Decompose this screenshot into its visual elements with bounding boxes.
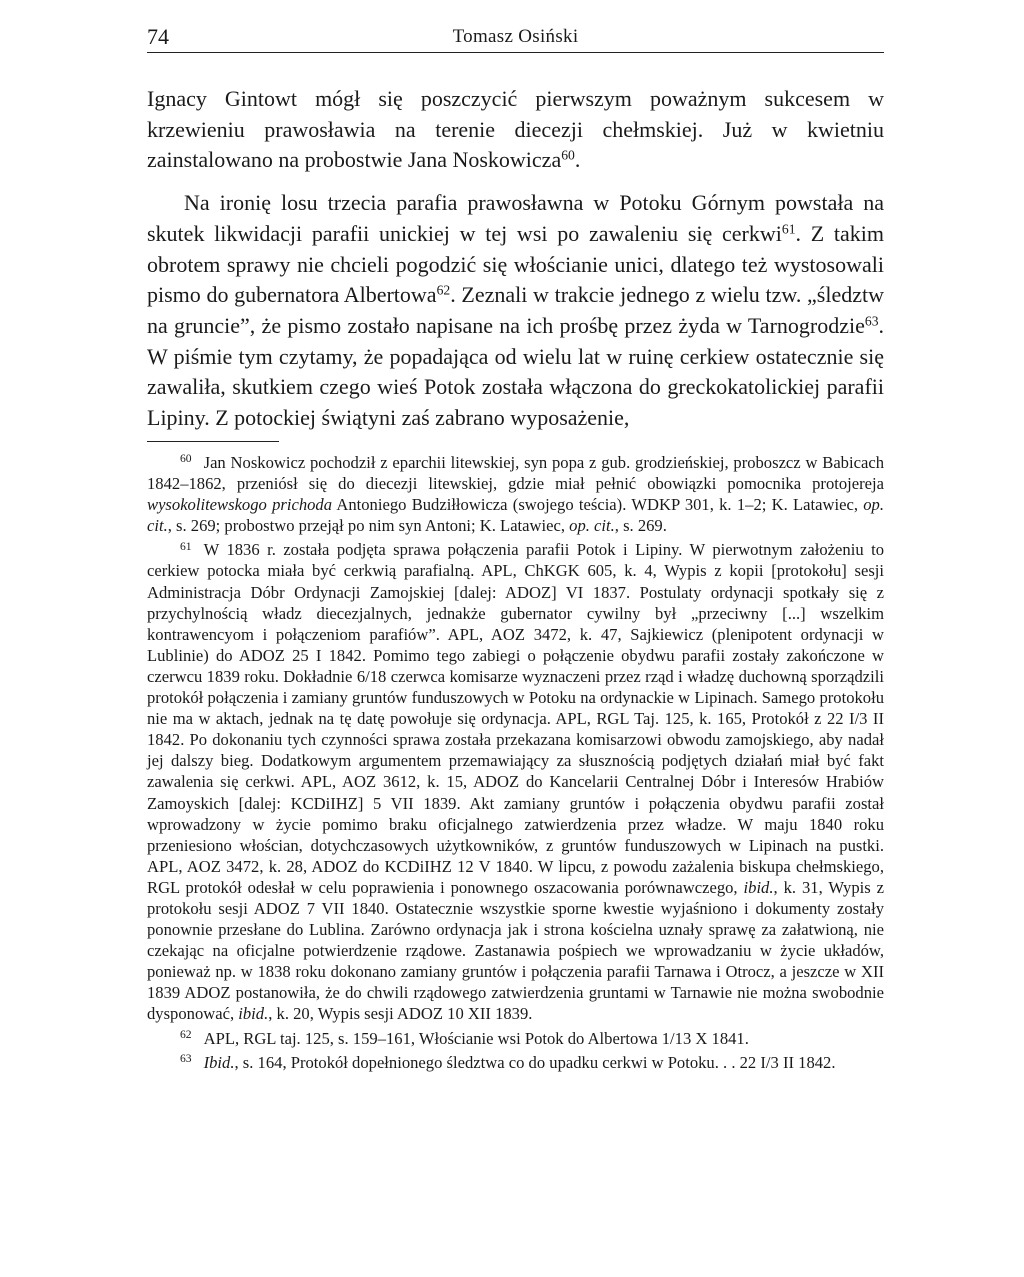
text-span: . Z takim obrotem sprawy nie chcieli pogodzić się włościanie unici, dlatego też wystosowali pismo do gubernatora Albertowa [147,220,884,308]
footnote-61 [147,539,884,1024]
footnote-ref: 61 [781,221,796,237]
text-span: , s. 164, Protokół dopełnionego śledztwa co do upadku cerkwi w Potoku. . . 22 I/3 II 1842. [234,1052,836,1072]
text-span: W 1836 r. została podjęta sprawa połączenia parafii Potok i Lipiny. W pierwotnym założeniu to cerkiew potocka miała być cerkwią parafialną. APL, ChKGK 605, k. 4, Wypis z kopii [protokołu] sesji Administracja Dóbr Ordynacji Zamojskiej [dalej: ADOZ] VI 1837. Postulaty ordynacji spotkały się z przychylnością władz diecezjalnych, jednakże gubernator cywilny był „przeciwny [...] wszelkim kontrawencyom i połączeniom parafiów”. APL, AOZ 3472, k. 47, Sajkiewicz (plenipotent ordynacji w Lublinie) do ADOZ 25 I 1842. Pomimo tego zabiegi o połączenie obydwu parafii zostały zakończone w czerwcu 1839 roku. Dokładnie 6/18 czerwca komisarze wyznaczeni przez rząd i władzę duchowną sporządzili protokół połączenia i zamiany gruntów funduszowych w Potoku na ordynackie w Lipinach. Samego protokołu nie ma w aktach, jednak na tę datę powołuje się ordynacja. APL, RGL Taj. 125, k. 165, Protokół z 22 I/3 II 1842. Po dokonaniu tych czynności sprawa została przekazana komisarzowi obwodu zamojskiego, aby nadał jej dalszy bieg. Dodatkowym argumentem przemawiający za słusznością podjętych działań miał być fakt zawalenia się cerkwi. APL, AOZ 3612, k. 15, ADOZ do Kancelarii Centralnej Dóbr i Interesów Hrabiów Zamoyskich [dalej: KCDiIHZ] 5 VII 1839. Akt zamiany gruntów i połączenia obydwu parafii został wprowadzony w życie pomimo braku oficjalnego zatwierdzenia przez władze. W maju 1840 roku przeniesiono włościan, dotychczasowych użytkowników, z gruntów funduszowych w Lipinach na pustki. APL, AOZ 3472, k. 28, ADOZ do KCDiIHZ 12 V 1840. W lipcu, z powodu zażalenia biskupa chełmskiego, RGL protokół odesłał w celu poprawienia i ponownego oszacowania porównawczego, [147,540,884,897]
paragraph [147,84,884,176]
text-span: , s. 269; probostwo przejął po nim syn Antoni; K. Latawiec, [167,516,570,536]
paragraph [147,188,884,434]
footnote-60 [147,452,884,536]
text-span: . Zeznali w trakcie jednego z wielu tzw. „śledztw na gruncie”, że pismo zostało napisane na ich prośbę przez żyda w Tarnogrodzie [147,282,884,338]
footnote-ref: 62 [436,282,451,298]
text-span: , s. 269. [614,516,667,536]
text-span: . W piśmie tym czytamy, że popadająca od wielu lat w ruinę cerkiew ostatecznie się zawaliła, skutkiem czego wieś Potok została włączona do greckokatolickiej parafii Lipiny. Z potockiej świątyni zaś zabrano wyposażenie, [147,312,884,431]
text-span: Na ironię losu trzecia parafia prawosławna w Potoku Górnym powstała na skutek likwidacji parafii unickiej w tej wsi po zawaleniu się cerkwi [147,190,884,246]
running-head-author: Tomasz Osiński [452,26,579,47]
italic-span: op. cit. [147,495,884,536]
page-number: 74 [147,24,169,49]
footnote-number: 63 [180,1051,192,1065]
italic-span: ibid. [743,877,774,897]
footnotes [147,452,884,1073]
text-span: APL, RGL taj. 125, s. 159–161, Włościanie wsi Potok do Albertowa 1/13 X 1841. [203,1028,749,1048]
text-span: , k. 20, Wypis sesji ADOZ 10 XII 1839. [268,1004,533,1024]
footnote-number: 61 [180,539,192,553]
footnote-63 [147,1052,884,1073]
italic-span: ibid. [238,1004,269,1024]
text-span: , k. 31, Wypis z protokołu sesji ADOZ 7 VII 1840. Ostatecznie wszystkie sporne kwestie wyjaśniono i dokumenty zostały ponownie przesłane do Lublina. Zarówno ordynacja jak i strona kościelna uznały sprawę za załatwioną, nie czekając na oficjalne potwierdzenie rządowe. Zastanawia pośpiech we wprowadzaniu w życie układów, ponieważ np. w 1838 roku dokonano zamiany gruntów i połączenia parafii Tarnawa i Otrocz, a jeszcze w XII 1839 ADOZ postanowiła, że do chwili rządowego zatwierdzenia gruntami w Tarnawie nie można swobodnie dysponować, [147,877,884,1024]
footnote-number: 62 [180,1027,192,1041]
footnote-ref: 60 [561,147,575,163]
text-span: Ignacy Gintowt mógł się poszczycić pierwszym poważnym sukcesem w krzewieniu prawosławia na terenie diecezji chełmskiej. Już w kwietniu zainstalowano na probostwie Jana Noskowicza [147,86,884,173]
text-span: Jan Noskowicz pochodził z eparchii litewskiej, syn popa z gub. grodzieńskiej, proboszcz w Babicach 1842–1862, przeniósł się do diecezji litewskiej, gdzie miał pełnić obowiązki pomocnika protojereja [147,453,884,494]
main-text [147,84,884,434]
page-header [147,24,884,53]
italic-span: op. cit. [569,516,615,536]
footnote-ref: 63 [864,313,879,329]
text-span: . [574,147,581,173]
italic-span: Ibid. [203,1052,235,1072]
footnote-separator [147,441,279,442]
text-span: Antoniego Budziłłowicza (swojego teścia). WDKP 301, k. 1–2; K. Latawiec, [332,495,864,515]
footnote-62 [147,1028,884,1049]
italic-span: wysokolitewskogo prichoda [147,495,333,515]
footnote-number: 60 [180,452,192,466]
